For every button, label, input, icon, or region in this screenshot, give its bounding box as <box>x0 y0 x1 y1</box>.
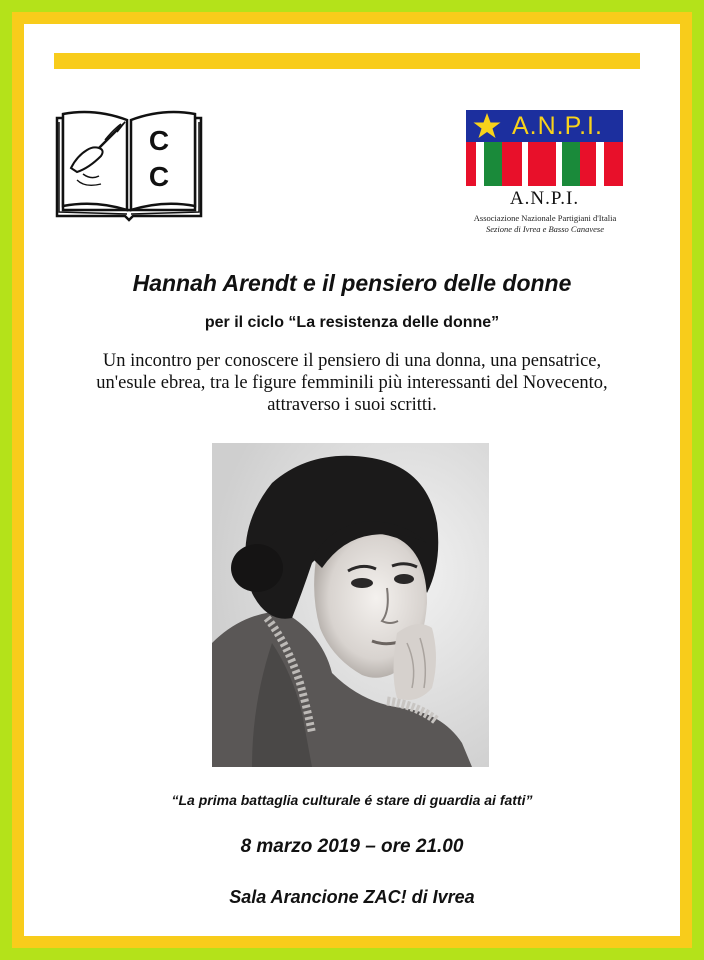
anpi-banner-text: A.N.P.I. <box>512 112 603 140</box>
portrait-photo <box>212 443 489 767</box>
cc-letter-top: C <box>148 125 170 156</box>
anpi-subtitle-section: Sezione di Ivrea e Basso Canavese <box>486 224 604 234</box>
open-book-quill-icon <box>55 110 203 222</box>
event-title: Hannah Arendt e il pensiero delle donne <box>132 270 572 296</box>
anpi-blue-band <box>466 110 623 142</box>
star-icon <box>472 111 502 141</box>
event-date: 8 marzo 2019 – ore 21.00 <box>240 836 464 857</box>
description-line: Un incontro per conoscere il pensiero di una donna, una pensatrice, <box>102 351 602 371</box>
description-line: attraverso i suoi scritti. <box>267 395 437 415</box>
anpi-subtitle-association: Associazione Nazionale Partigiani d'Italia <box>473 213 617 223</box>
event-subtitle: per il ciclo “La resistenza delle donne” <box>204 314 500 331</box>
anpi-title: A.N.P.I. <box>509 188 580 209</box>
event-venue: Sala Arancione ZAC! di Ivrea <box>229 887 475 907</box>
event-quote: “La prima battaglia culturale é stare di guardia ai fatti” <box>171 792 533 808</box>
anpi-tricolor-stripes <box>466 142 623 186</box>
cc-book-logo <box>55 110 203 222</box>
anpi-logo <box>466 110 626 240</box>
cc-letter-bottom: C <box>148 161 170 192</box>
top-accent-bar <box>54 53 640 69</box>
anpi-banner <box>466 110 623 186</box>
description-line: un'esule ebrea, tra le figure femminili più interessanti del Novecento, <box>96 373 608 393</box>
event-description <box>40 350 664 416</box>
